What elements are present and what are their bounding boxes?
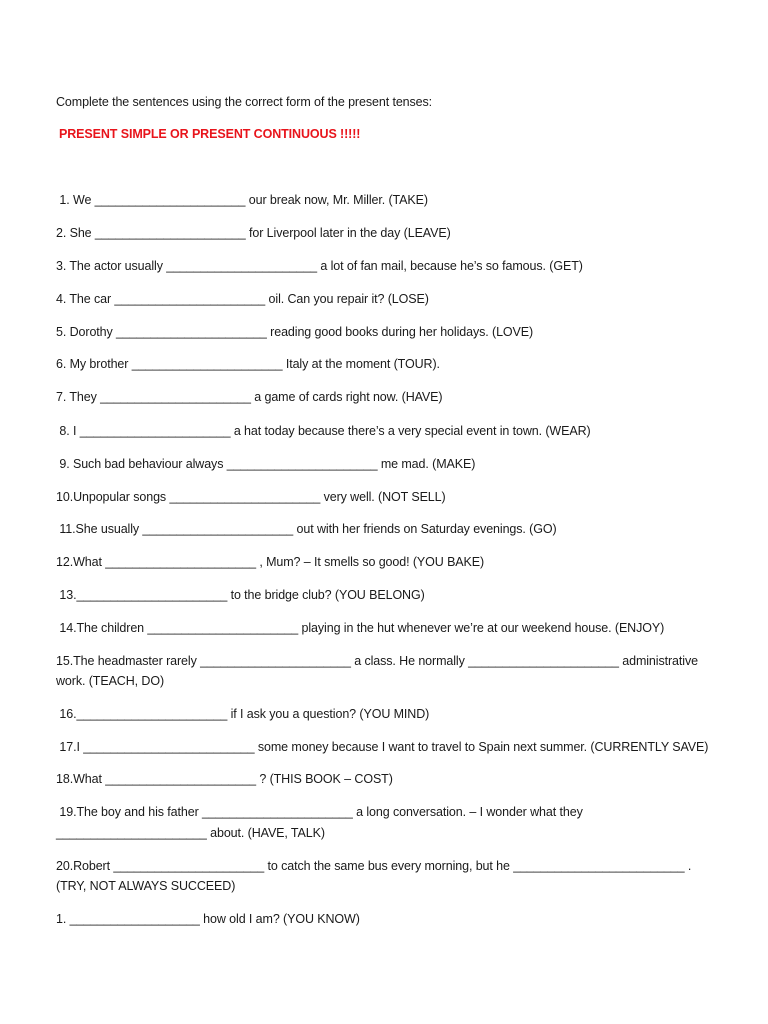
exercise-line: 8. I ______________________ a hat today because there’s a very special event in town. (WEAR) <box>56 424 591 438</box>
exercise-line: 15.The headmaster rarely ______________________ a class. He normally ______________________ administrative <box>56 654 698 668</box>
exercise-line: (TRY, NOT ALWAYS SUCCEED) <box>56 879 236 893</box>
exercise-line: 3. The actor usually ______________________ a lot of fan mail, because he’s so famous. (GET) <box>56 259 583 273</box>
exercise-line: 19.The boy and his father ______________________ a long conversation. – I wonder what they <box>56 805 583 819</box>
exercise-line: 12.What ______________________ , Mum? – It smells so good! (YOU BAKE) <box>56 555 485 569</box>
exercise-line: 13.______________________ to the bridge club? (YOU BELONG) <box>56 588 425 602</box>
exercise-line: 20.Robert ______________________ to catch the same bus every morning, but he _________________________ . <box>56 859 692 873</box>
exercise-line: 17.I _________________________ some money because I want to travel to Spain next summer. (CURRENTLY SAVE) <box>56 740 709 754</box>
exercise-line: 18.What ______________________ ? (THIS BOOK – COST) <box>56 772 393 786</box>
exercise-line: 11.She usually ______________________ out with her friends on Saturday evenings. (GO) <box>56 522 557 536</box>
exercise-line: 6. My brother ______________________ Italy at the moment (TOUR). <box>56 357 440 371</box>
exercise-line: 2. She ______________________ for Liverpool later in the day (LEAVE) <box>56 226 451 240</box>
exercise-line: 14.The children ______________________ playing in the hut whenever we’re at our weekend house. (ENJOY) <box>56 621 665 635</box>
exercise-line: 10.Unpopular songs ______________________ very well. (NOT SELL) <box>56 490 446 504</box>
exercise-line: 5. Dorothy ______________________ reading good books during her holidays. (LOVE) <box>56 325 534 339</box>
exercise-line: 16.______________________ if I ask you a question? (YOU MIND) <box>56 707 430 721</box>
exercise-line: 9. Such bad behaviour always ______________________ me mad. (MAKE) <box>56 457 476 471</box>
exercise-line: 1. ___________________ how old I am? (YOU KNOW) <box>56 912 360 926</box>
exercise-line: 1. We ______________________ our break now, Mr. Miller. (TAKE) <box>56 193 428 207</box>
section-heading: PRESENT SIMPLE OR PRESENT CONTINUOUS !!!!! <box>59 127 361 141</box>
exercise-line: 7. They ______________________ a game of cards right now. (HAVE) <box>56 390 443 404</box>
exercise-line: work. (TEACH, DO) <box>56 674 165 688</box>
exercise-line: ______________________ about. (HAVE, TALK) <box>56 826 325 840</box>
exercise-line: 4. The car ______________________ oil. Can you repair it? (LOSE) <box>56 292 429 306</box>
instruction-text: Complete the sentences using the correct form of the present tenses: <box>56 95 433 109</box>
